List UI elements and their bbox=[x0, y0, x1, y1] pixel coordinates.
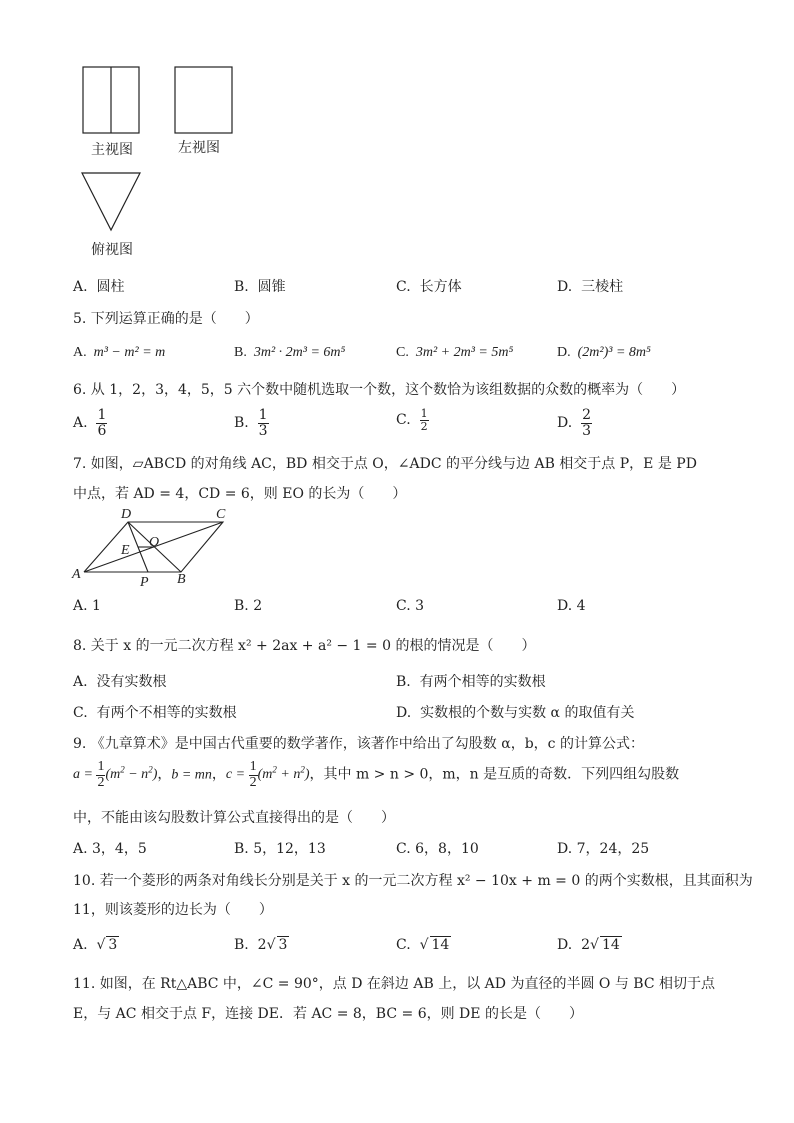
q9-option-d[interactable]: D. 7，24，25 bbox=[557, 841, 650, 857]
q9-option-a[interactable]: A. 3，4，5 bbox=[73, 841, 147, 857]
q10-line1: 10. 若一个菱形的两条对角线长分别是关于 x 的一元二次方程 x² − 10x + m = 0 的两个实数根，且其面积为 bbox=[73, 873, 753, 889]
q6-option-b[interactable]: B. $\frac{1}{3}$ bbox=[234, 407, 268, 439]
q8-option-b[interactable]: B. 有两个相等的实数根 bbox=[396, 674, 546, 690]
q7-label-b: B bbox=[177, 572, 186, 587]
q10-option-d[interactable]: D. 2√ 14 bbox=[557, 937, 620, 953]
q7-line2: 中点，若 AD = 4，CD = 6，则 EO 的长为（ ） bbox=[73, 486, 407, 502]
q9-option-b[interactable]: B. 5，12，13 bbox=[234, 841, 326, 857]
q7-label-e: E bbox=[121, 543, 130, 558]
q9-line2-tail: ，其中 m > n > 0，m，n 是互质的奇数．下列四组勾股数 bbox=[309, 766, 680, 783]
left-view-label: 左视图 bbox=[178, 140, 220, 156]
q7-label-d: D bbox=[121, 508, 132, 522]
q7-parallelogram-figure bbox=[68, 508, 248, 590]
q7-option-b[interactable]: B. 2 bbox=[234, 598, 263, 614]
q10-option-b[interactable]: B. 2√ 3 bbox=[234, 937, 288, 953]
q6-option-a[interactable]: A. $\frac{1}{6}$ bbox=[73, 407, 107, 439]
q9-formula-b: b = mn bbox=[171, 767, 212, 783]
top-view-label: 俯视图 bbox=[91, 242, 133, 258]
q8-option-c[interactable]: C. 有两个不相等的实数根 bbox=[73, 705, 237, 721]
q6-stem: 6. 从 1，2，3，4，5，5 六个数中随机选取一个数，这个数恰为该组数据的众数的概率为（ ） bbox=[73, 382, 686, 398]
q7-label-a: A bbox=[72, 567, 81, 582]
q4-option-d[interactable]: D. 三棱柱 bbox=[557, 279, 624, 295]
q11-line1: 11. 如图，在 Rt△ABC 中，∠C = 90°，点 D 在斜边 AB 上，以 AD 为直径的半圆 O 与 BC 相切于点 bbox=[73, 976, 716, 992]
q7-line1: 7. 如图，▱ABCD 的对角线 AC，BD 相交于点 O，∠ADC 的平分线与边 AB 相交于点 P，E 是 PD bbox=[73, 456, 697, 472]
q7-option-a[interactable]: A. 1 bbox=[73, 598, 101, 614]
q4-option-c[interactable]: C. 长方体 bbox=[396, 279, 462, 295]
q10-option-c[interactable]: C. √ 14 bbox=[396, 937, 450, 953]
q8-option-a[interactable]: A. 没有实数根 bbox=[73, 674, 167, 690]
q10-option-a[interactable]: A. √ 3 bbox=[73, 937, 118, 953]
three-view-figure bbox=[78, 62, 168, 142]
q7-label-p: P bbox=[140, 575, 149, 590]
q7-label-o: O bbox=[149, 535, 160, 550]
q7-option-d[interactable]: D. 4 bbox=[557, 598, 586, 614]
q10-line2: 11，则该菱形的边长为（ ） bbox=[73, 902, 273, 918]
q7-label-c: C bbox=[216, 508, 226, 522]
q11-line2: E，与 AC 相交于点 F，连接 DE．若 AC = 8，BC = 6，则 DE 的长是（ ） bbox=[73, 1006, 583, 1022]
q9-formula-a: a = $\frac{1}{2}$ $(m^2 - n^2)$ bbox=[73, 759, 158, 790]
q5-option-c[interactable]: C. 3m² + 2m³ = 5m⁵ bbox=[396, 345, 514, 360]
left-view-figure bbox=[170, 62, 240, 142]
q9-line1: 9. 《九章算术》是中国古代重要的数学著作，该著作中给出了勾股数 α，b，c 的计算公式： bbox=[73, 736, 644, 752]
q5-option-a[interactable]: A. m³ − m² = m bbox=[73, 345, 166, 360]
front-view-label: 主视图 bbox=[91, 142, 133, 158]
q4-option-b[interactable]: B. 圆锥 bbox=[234, 279, 286, 295]
q7-option-c[interactable]: C. 3 bbox=[396, 598, 425, 614]
q6-option-d[interactable]: D. $\frac{2}{3}$ bbox=[557, 407, 592, 439]
q9-option-c[interactable]: C. 6，8，10 bbox=[396, 841, 479, 857]
q4-option-a[interactable]: A. 圆柱 bbox=[73, 279, 125, 295]
q9-line3: 中，不能由该勾股数计算公式直接得出的是（ ） bbox=[73, 810, 395, 826]
q5-option-d[interactable]: D. (2m²)³ = 8m⁵ bbox=[557, 345, 651, 360]
q9-formula-c: c = $\frac{1}{2}$ $(m^2 + n^2)$ bbox=[225, 759, 310, 790]
top-view-figure bbox=[78, 168, 148, 238]
q9-formula-line: a = $\frac{1}{2}$ $(m^2 - n^2)$，b = mn，c = $\frac{1}{2}$ $(m^2 + n^2)$，其中 m > n > 0，m，n 是互质的奇数．下列四组勾股数 bbox=[73, 759, 680, 790]
q8-stem: 8. 关于 x 的一元二次方程 x² + 2ax + a² − 1 = 0 的根的情况是（ ） bbox=[73, 638, 536, 654]
q5-option-b[interactable]: B. 3m² · 2m³ = 6m⁵ bbox=[234, 345, 346, 360]
q8-option-d[interactable]: D. 实数根的个数与实数 α 的取值有关 bbox=[396, 705, 635, 721]
q5-stem: 5. 下列运算正确的是（ ） bbox=[73, 311, 259, 327]
q6-option-c[interactable]: C. $\frac{1}{2}$ bbox=[396, 407, 428, 433]
